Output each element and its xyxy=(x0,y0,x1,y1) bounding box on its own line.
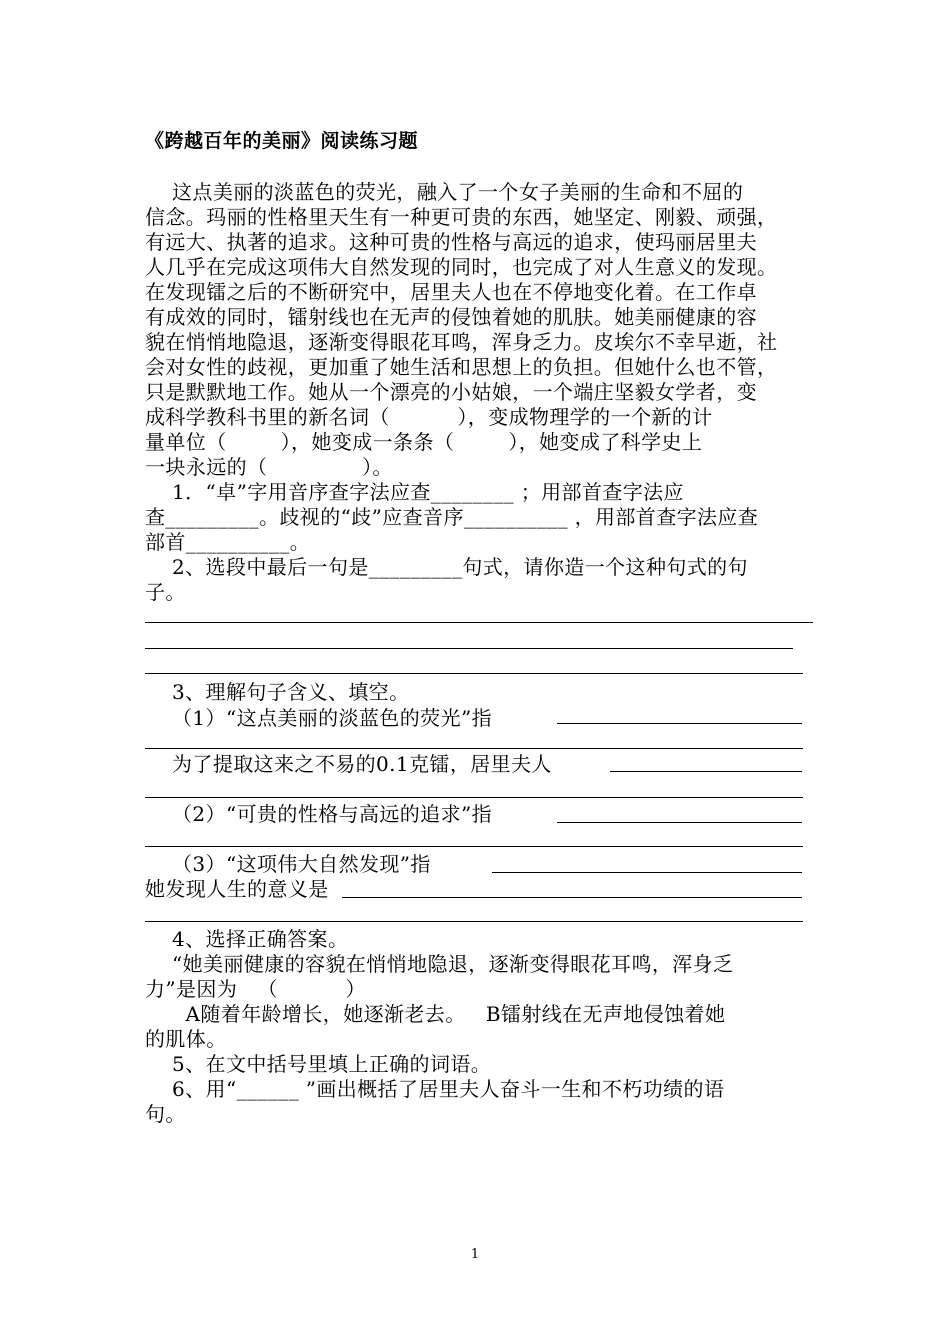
answer-line xyxy=(145,673,803,674)
passage-line: 貌在悄悄地隐退，逐渐变得眼花耳鸣，浑身乏力。皮埃尔不幸早逝，社 xyxy=(145,330,778,354)
question-1-line: 查_________。歧视的“歧”应查音序__________ ，用部首查字法应查 xyxy=(145,505,759,529)
answer-line xyxy=(492,872,802,873)
question-1-line: 部首__________。 xyxy=(145,530,311,554)
page-number: 1 xyxy=(470,1247,480,1262)
passage-line: 成科学教科书里的新名词（ ），变成物理学的一个新的计 xyxy=(145,405,713,429)
question-3-part: 她发现人生的意义是 xyxy=(145,877,329,901)
passage-line: 人几乎在完成这项伟大自然发现的同时，也完成了对人生意义的发现。 xyxy=(145,255,778,279)
question-6-line: 句。 xyxy=(145,1102,186,1126)
answer-line xyxy=(557,822,802,823)
question-4-line: A随着年龄增长，她逐渐老去。 B镭射线在无声地侵蚀着她 xyxy=(145,1002,726,1026)
passage-line: 有成效的同时，镭射线也在无声的侵蚀着她的肌肤。她美丽健康的容 xyxy=(145,305,757,329)
answer-line xyxy=(145,846,803,847)
question-4-line: 力”是因为 （ ） xyxy=(145,977,366,1001)
answer-line xyxy=(145,797,803,798)
answer-line xyxy=(145,748,803,749)
answer-line xyxy=(610,771,802,772)
passage-line: 会对女性的歧视，更加重了她生活和思想上的负担。但她什么也不管， xyxy=(145,355,778,379)
question-2-line: 子。 xyxy=(145,580,186,604)
passage-line: 一块永远的（ ）。 xyxy=(145,455,393,479)
question-1-line: 1．“卓”字用音序查字法应查________ ；用部首查字法应 xyxy=(145,480,684,504)
answer-line xyxy=(557,723,802,724)
question-4-line: 的肌体。 xyxy=(145,1027,227,1051)
answer-line xyxy=(342,897,802,898)
passage-line: 在发现镭之后的不断研究中，居里夫人也在不停地变化着。在工作卓 xyxy=(145,280,757,304)
passage-line: 信念。玛丽的性格里天生有一种更可贵的东西，她坚定、刚毅、顽强， xyxy=(145,205,778,229)
question-3-heading: 3、理解句子含义、填空。 xyxy=(145,680,410,704)
answer-line xyxy=(145,622,813,623)
passage-line: 有远大、执著的追求。这种可贵的性格与高远的追求，使玛丽居里夫 xyxy=(145,230,757,254)
question-3-part: （1）“这点美丽的淡蓝色的荧光”指 xyxy=(145,706,493,730)
question-4-line: 4、选择正确答案。 xyxy=(145,927,349,951)
passage-line: 只是默默地工作。她从一个漂亮的小姑娘，一个端庄坚毅女学者，变 xyxy=(145,380,757,404)
passage-line: 量单位（ ），她变成一条条（ ），她变成了科学史上 xyxy=(145,430,703,454)
question-3-part: 为了提取这来之不易的0.1克镭，居里夫人 xyxy=(145,752,552,776)
question-6-line: 6、用“______ ”画出概括了居里夫人奋斗一生和不朽功绩的语 xyxy=(145,1077,725,1101)
question-4-line: “她美丽健康的容貌在悄悄地隐退，逐渐变得眼花耳鸣，浑身乏 xyxy=(145,952,734,976)
question-2-line: 2、选段中最后一句是_________句式，请你造一个这种句式的句 xyxy=(145,555,748,579)
passage-line: 这点美丽的淡蓝色的荧光，融入了一个女子美丽的生命和不屈的 xyxy=(145,180,744,204)
answer-line xyxy=(145,648,793,649)
question-3-part: （3）“这项伟大自然发现”指 xyxy=(145,852,431,876)
question-5-line: 5、在文中括号里填上正确的词语。 xyxy=(145,1052,492,1076)
question-3-part: （2）“可贵的性格与高远的追求”指 xyxy=(145,802,493,826)
document-title: 《跨越百年的美丽》阅读练习题 xyxy=(145,130,419,152)
answer-line xyxy=(145,921,803,922)
